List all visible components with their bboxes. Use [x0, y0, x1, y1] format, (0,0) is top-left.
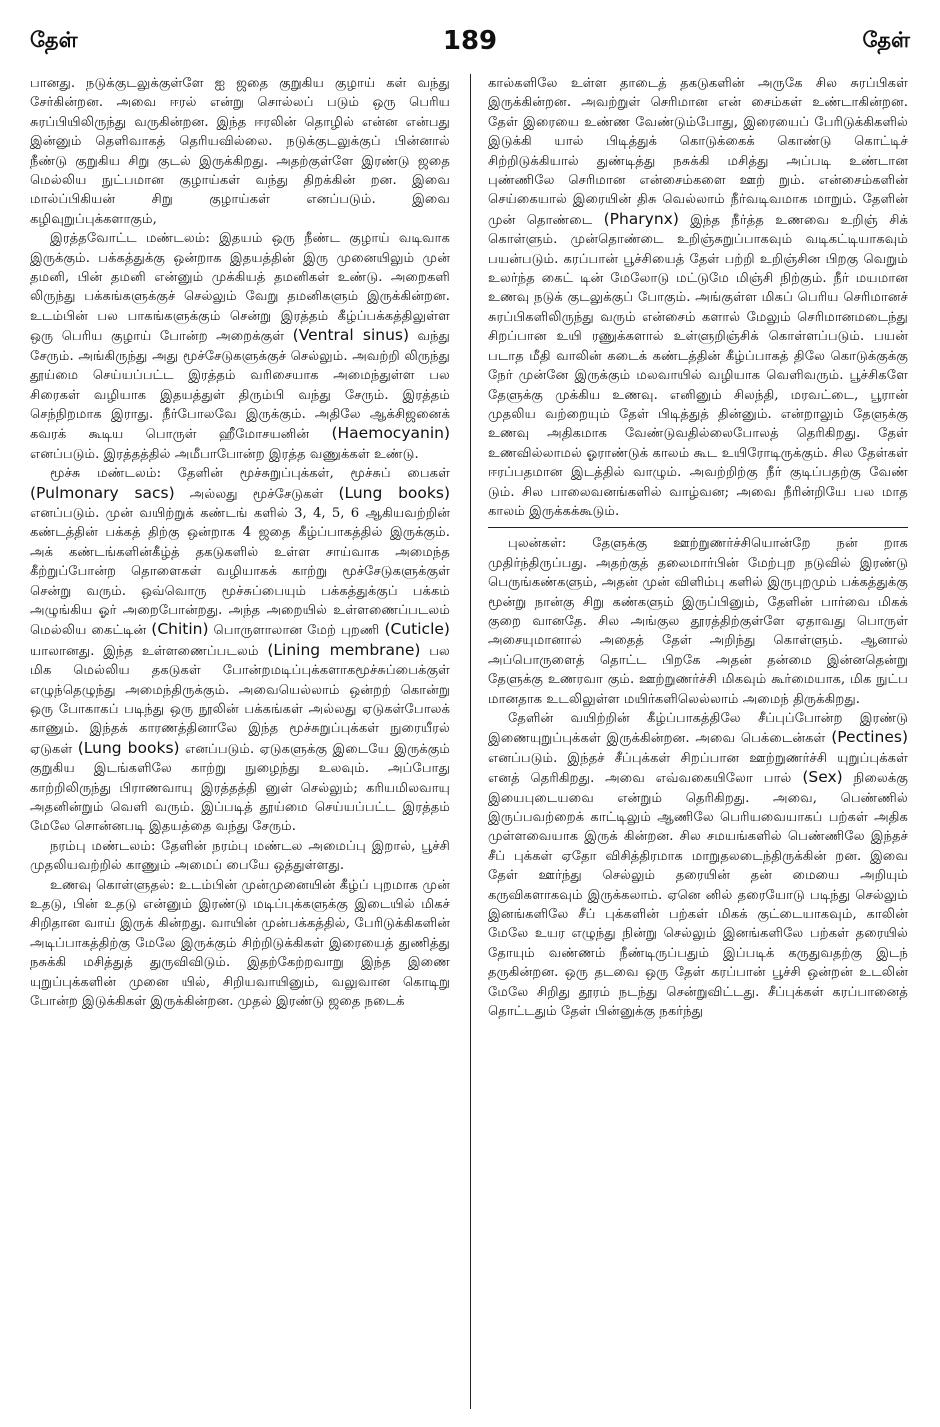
paragraph-nervous-system: நரம்பு மண்டலம்: தேளின் நரம்பு மண்டல அமைப்பு இறால், பூச்சி முதலியவற்றில் காணும் அமைப் பையே ஒத்துள்ளது.: [30, 838, 450, 874]
paragraph-pectines: [488, 709, 908, 1022]
section-divider: [488, 527, 908, 528]
paragraph-circulation: [30, 229, 450, 464]
latin-term: (Cuticle): [384, 620, 450, 639]
paragraph-digestion-cont: பானது. நடுக்குடலுக்குள்ளே ஐ ஜதை குறுகிய குழாய் கள் வந்து சேர்கின்றன. அவை ஈரல் என்று சொல்லப் படும் ஒரு பெரிய சுரப்பியிலிருந்து வருகின்றன. இந்த ஈரலின் தொழில் என்ன என்பது இன்னும் தெளிவாகத் தெரியவில்லை. நடுக்குடலுக்குப் பின்னால் நீண்டு குறுகிய சிறு குடல் இருக்கிறது. அதற்குள்ளே இரண்டு ஜதை மெல்லிய நுட்பமான குழாய்கள் வந்து திறக்கின் றன. இவை மால்ப்பிகியன் சிறு குழாய்கள் எனப்படும். இவை கழிவுறுப்புக்களாகும்,: [30, 76, 450, 227]
paragraph-respiration: [30, 464, 450, 837]
text-span: எனப்படும். இரத்தத்தில் அமீபாபோன்ற இரத்த வணுக்கள் உண்டு.: [30, 446, 419, 462]
text-span: நிலைக்கு இயைபுடையவை என்றும் தெரிகிறது. அவை, பெண்ணில் இருப்பவற்றைக் காட்டிலும் ஆணிலே பெரியவையாகப் பற்கள் அதிக முள்ளவையாக இருக் கின்றன. சில சமயங்களில் பெண்ணிலே இந்தச் சீப் புக்கள் ஏதோ விசித்திரமாக மாறுதலடைந்திருக்கின் றன. இவை தேள் ஊர்ந்து செல்லும் தரையின் தன் மையை அறியும் கருவிகளாகவும் இருக்கலாம். ஏனெ னில் தரையோடு படிந்து செல்லும் இனங்களிலே சீப் புக்களின் பற்கள் மிகக் குட்டையாகவும், காலின் மேலே உயர எழுந்து நின்று செல்லும் இனங்களிலே பற்கள் தரையில் தோயும் வண்ணம் நீண்டிருப்பதும் இப்படிக் கருதுவதற்கு இடந் தருகின்றன. ஒரு தடவை ஒரு தேள் கரப்பான் பூச்சி ஒன்றன் உடலின் மேலே சிறிது தூரம் நடந்து சென்றுவிட்டது. சீப்புக்கள் கரப்பானைத் தொட்டதும் தேள் பின்னுக்கு நகர்ந்து: [488, 771, 908, 1020]
column-divider: [470, 74, 471, 1409]
text-span: எனப்படும். முன் வயிற்றுக் கண்டங் களில் 3, 4, 5, 6 ஆகியவற்றின் கண்டத்தின் பக்கத் திற்கு ஒன்றாக 4 ஜதை கீழ்ப்பாகத்தில் இருக்கும். அக் கண்டங்களின்கீழ்த் தகடுகளில் உள்ள சாய்வாக அமைந்த கீற்றுப்போன்ற தொளைகள் வழியாகக் காற்று மூச்சேடுகளுக்குள் சென்று வரும். ஒவ்வொரு மூச்சுப்பையும் பக்கத்துக்குப் பக்கம் அழுங்கிய ஓர் அறைபோன்றது. அந்த அறையில் உள்ளணைப்படலம் மெல்லிய கைட்டின்: [30, 505, 450, 639]
paragraph-senses: புலன்கள்: தேளுக்கு ஊற்றுணர்ச்சியொன்றே நன் றாக முதிர்ந்திருப்பது. அதற்குத் தலைமார்பின் மேற்புற நடுவில் இரண்டு பெருங்கண்களும், அதன் முன் விளிம்பு களில் இருபுறமும் பக்கத்துக்கு மூன்று நான்கு சிறு கண்களும் இருப்பினும், தேளின் பார்வை மிகக் குறை வானதே. சில அங்குல தூரத்திற்குள்ளே ஏதாவது பொருள் அசையுமானால் அதைத் தேள் அறிந்து கொள்ளும். ஆனால் அப்பொருளைத் தொட்ட பிறகே அதன் தன்மை இன்னதென்று தேளுக்கு உணரவா கும். ஊற்றுணர்ச்சி மிகவும் கூர்மையாக, மிக நுட்ப மானதாக உடலிலுள்ள மயிர்களிலெல்லாம் அமைந் திருக்கிறது.: [488, 536, 908, 707]
text-span: அல்லது மூச்சேடுகள்: [189, 486, 324, 502]
left-column: [30, 74, 450, 1414]
latin-term: (Chitin): [151, 620, 209, 639]
paragraph-feeding-cont: [488, 74, 908, 521]
latin-term: (Sex): [802, 768, 843, 787]
text-span: இந்த நீர்த்த உணவை உறிஞ் சிக் கொள்ளும். முன்தொண்டை உறிஞ்சுறுப்பாகவும் வடிகட்டியாகவும் பயன்படும். கரப்பான் பூச்சியைத் தேள் பற்றி உறிஞ்சின பிறகு வெறும் உலர்ந்த கைட் டின் மேலோடு மட்டுமே மிஞ்சி நிற்கும். நீர் மயமான உணவு நடுக் குடலுக்குப் போகும். அங்குள்ள மிகப் பெரிய செரிமானச் சுரப்பிகளிலிருந்து வரும் என்சைம் களால் மேலும் செரிமானமடைந்து சிறப்பான உயி ரணுக்களால் உள்ளுறிஞ்சிக் கொள்ளப்படும். பயன் படாத மீதி வாலின் கடைக் கண்டத்தின் கீழ்ப்பாகத் திலே கொடுக்குக்கு நேர் முன்னே இருக்கும் மலவாயில் வழியாக வெளிவரும். பூச்சிகளே தேளுக்கு முக்கிய உணவு. எனினும் சிலந்தி, மரவட்டை, பூரான் முதலிய வற்றையும் தேள் பிடித்துத் தின்னும். என்றாலும் தேளுக்கு உணவு அதிகமாக வேண்டுவதில்லைபோலத் தெரிகிறது. தேள் உணவில்லாமல் ஓராண்டுக் காலம் கூட உயிரோடிருக்கும். சில தேள்கள் ஈரப்பதமான இடத்தில் வாழும். அவற்றிற்கு நீர் குடிப்பதற்கு வேண் டும். சில பாலைவனங்களில் வாழ்வன; அவை நீரின்றியே பல மாத காலம் இருக்கக்கூடும்.: [488, 212, 908, 519]
latin-term: (Lung books): [338, 483, 450, 502]
page-header: [30, 28, 910, 68]
header-right-word: தேள்: [862, 28, 910, 52]
latin-term: (Haemocyanin): [331, 424, 450, 443]
page-number: 189: [442, 26, 498, 56]
text-span: வந்து சேரும். அங்கிருந்து அது மூச்சேடுகளுக்குச் செல்லும். அவற்றி லிருந்து தூய்மை செய்யப்பட்ட இரத்தம் வரிசையாக அமைந்துள்ள பல சிரைகள் வழியாக இதயத்துள் திரும்பி வந்து சேரும். இரத்தம் செந்நிறமாக இராது. நீர்போலவே இருக்கும். அதிலே ஆக்சிஜனைக் கவரக் கூடிய பொருள் ஹீமோசயனின்: [30, 329, 450, 443]
text-span: கால்களிலே உள்ள தாடைத் தகடுகளின் அருகே சில சுரப்பிகள் இருக்கின்றன. அவற்றுள் செரிமான என் சைம்கள் உண்டாகின்றன. தேள் இரையை உண்ண வேண்டும்போது, இரையைப் பேரிடுக்கிகளில் இடுக்கி யால் பிடித்துக் கொடுக்கைக் கொண்டு கொட்டிச் சிற்றிடுக்கியால் துண்டித்து நசுக்கி மசித்து அப்படி உண்டான புண்ணிலே செரிமான என்சைம்களை ஊற் றும். என்சைம்களின் செய்கையால் இரையின் திசு வெல்லாம் நீர்வடிவமாக மாறும். தேளின் முன் தொண்டை: [488, 76, 908, 228]
latin-term: (Ventral sinus): [292, 326, 410, 345]
latin-term: (Pharynx): [603, 209, 679, 228]
text-span: பொருளாலான மேற் புறணி: [213, 623, 380, 639]
header-left-word: தேள்: [30, 28, 78, 52]
latin-term: (Lung books): [77, 738, 180, 757]
latin-term: (Pectines): [831, 728, 908, 747]
text-span: மூச்சு மண்டலம்: தேளின் மூச்சுறுப்புக்கள், மூச்சுப் பைகள்: [50, 466, 450, 482]
latin-term: (Pulmonary sacs): [30, 483, 175, 502]
text-span: எனப்படும். ஏடுகளுக்கு இடையே இருக்கும் குறுகிய இடங்களிலே காற்று நுழைந்து உலவும். அப்போது காற்றிலிருந்து பிராணவாயு இரத்தத்தி னுள் செல்லும்; கரியமிலவாயு அதனின்றும் வெளி வரும். இப்படித் தூய்மை செய்யப்பட்ட இரத்தம் மேலே சொன்னபடி இதயத்தை வந்து சேரும்.: [30, 741, 450, 835]
right-column: [488, 74, 908, 1414]
text-span: பல மிக மெல்லிய தகடுகள் போன்றமடிப்புக்களாகமூச்சுப்பைக்குள் எழுந்தெழுந்து அமைந்திருக்கும். அவையெல்லாம் ஒன்றற் கொன்று ஒரு போகாகப் படிந்து ஒரு நூலின் பக்கங்கள் அல்லது ஏடுகள்போலக் காணும். இந்தக் காரணத்தினாலே இந்த மூச்சுறுப்புக்கள் நுரையீரல் ஏடுகள்: [30, 643, 450, 757]
text-span: யாலானது. இந்த உள்ளணைப்படலம்: [30, 643, 259, 659]
text-span: எனப்படும். இந்தச் சீப்புக்கள் சிறப்பான ஊற்றுணர்ச்சி யுறுப்புக்கள் எனத் தெரிகிறது. அவை எவ்வகையிலோ பால்: [488, 750, 908, 787]
text-span: தேளின் வயிற்றின் கீழ்ப்பாகத்திலே சீப்புப்போன்ற இரண்டு இணையுறுப்புக்கள் இருக்கின்றன. அவை பெக்டைன்கள்: [488, 711, 908, 747]
latin-term: (Lining membrane): [267, 640, 421, 659]
paragraph-feeding: உணவு கொள்ளுதல்: உடம்பின் முன்முனையின் கீழ்ப் புறமாக முன் உதடு, பின் உதடு என்னும் இரண்டு மடிப்புக்களுக்கு இடையில் மிகச் சிறிதான வாய் இருக் கின்றது. வாயின் முன்பக்கத்தில், பேரிடுக்கிகளின் அடிப்பாகத்திற்கு மேலே இருக்கும் சிற்றிடுக்கிகள் இரையைத் துணித்து நசுக்கி மசித்துத் துருவிவிடும். இதற்கேற்றவாறு இந்த இணை யுறுப்புக்களின் முனை யில், சிறியவாயினும், வலுவான கொடிறு போன்ற இடுக்கிகள் இருக்கின்றன. முதல் இரண்டு ஜதை நடைக்: [30, 877, 450, 1010]
text-span: இரத்தவோட்ட மண்டலம்: இதயம் ஒரு நீண்ட குழாய் வடிவாக இருக்கும். பக்கத்துக்கு ஒன்றாக இதயத்தின் இரு முனையிலும் முன் தமனி, பின் தமனி என்னும் முக்கியத் தமனிகள் உண்டு. அறைகளி லிருந்து பக்கங்களுக்குச் செல்லும் வேறு தமனிகளும் இருக்கின்றன. உடம்பின் பல பாகங்களுக்கும் சென்று இரத்தம் கீழ்ப்பக்கத்திலுள்ள ஒரு பெரிய குழாய் போன்ற அறைக்குள்: [30, 231, 450, 345]
text-columns: [30, 74, 910, 1414]
